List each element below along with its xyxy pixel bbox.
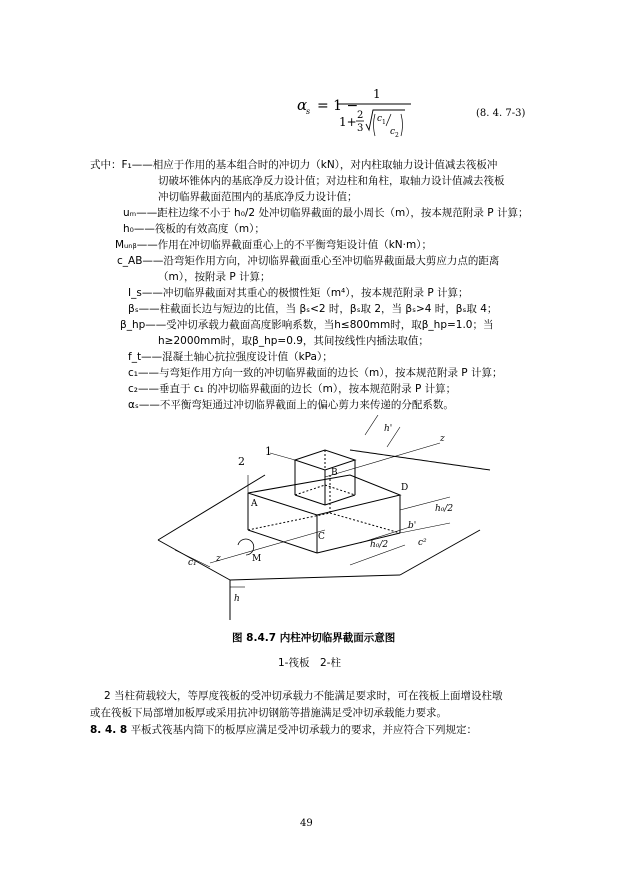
formula-alpha-sub: s [306, 107, 311, 116]
svg-text:3: 3 [357, 123, 364, 134]
definition-line: βₛ——柱截面长边与短边的比值，当 βₛ<2 时，βₛ取 2，当 βₛ>4 时，βₛ取 4； [128, 303, 498, 315]
formula-numerator: 1 [373, 87, 381, 101]
definition-line: 冲切临界截面范围内的基底净反力设计值； [158, 191, 358, 203]
label-2: 2 [238, 455, 245, 468]
label-z-left: z [216, 554, 221, 564]
definition-line: Mᵤₙᵦ——作用在冲切临界截面重心上的不平衡弯矩设计值（kN·m）； [115, 239, 432, 251]
svg-text:2: 2 [395, 132, 399, 139]
definition-line: h≥2000mm时，取β_hp=0.9，其间按线性内插法取值； [158, 335, 429, 347]
definition-line: c₂——垂直于 c₁ 的冲切临界截面的边长（m），按本规范附录 P 计算； [128, 383, 457, 395]
label-c1: c₁ [188, 558, 197, 568]
label-B: B [331, 468, 338, 478]
definition-line: αₛ——不平衡弯矩通过冲切临界截面上的偏心剪力来传递的分配系数。 [128, 399, 454, 411]
label-D: D [401, 483, 409, 493]
paragraph-2: 2 当柱荷载较大，等厚度筏板的受冲切承载力不能满足要求时，可在筏板上面增设柱墩 [104, 690, 503, 702]
figure-subcaption: 1-筏板 2-柱 [278, 657, 341, 669]
label-h0-2-right: h₀/2 [435, 504, 454, 514]
definition-line: h₀——筏板的有效高度（m）； [123, 223, 265, 235]
paragraph-2-cont: 或在筏板下局部增加板厚或采用抗冲切钢筋等措施满足受冲切承载能力要求。 [90, 707, 447, 719]
definition-line: uₘ——距柱边缘不小于 h₀/2 处冲切临界截面的最小周长（m），按本规范附录 P 计算； [123, 207, 529, 219]
formula-eq: = 1 − [317, 98, 359, 114]
label-z-top: z [440, 434, 445, 444]
definition-line: （m），按附录 P 计算； [158, 271, 271, 283]
svg-text:1+: 1+ [339, 115, 357, 129]
clause-number: 8. 4. 8 [90, 724, 128, 736]
label-1: 1 [265, 445, 272, 458]
definition-line: c_AB——沿弯矩作用方向，冲切临界截面重心至冲切临界截面最大剪应力点的距离 [117, 255, 500, 267]
svg-text:1: 1 [382, 119, 386, 126]
svg-text:c: c [377, 114, 383, 124]
definition-line: c₁——与弯矩作用方向一致的冲切临界截面的边长（m），按本规范附录 P 计算； [128, 367, 503, 379]
label-c2: c² [418, 538, 427, 548]
label-hprime: h' [384, 424, 393, 434]
formula-8-4-7-3 [293, 86, 533, 152]
figure-caption: 图 8.4.7 内柱冲切临界截面示意图 [232, 632, 396, 644]
formula-graphic [293, 86, 533, 152]
label-h: h [234, 594, 240, 604]
definition-line: I_s——冲切临界截面对其重心的极惯性矩（m⁴），按本规范附录 P 计算； [128, 287, 469, 299]
clause-8-4-8 [90, 722, 477, 739]
svg-text:2: 2 [357, 110, 364, 121]
formula-alpha: α [297, 96, 308, 114]
label-A: A [251, 499, 258, 509]
definition-line: f_t——混凝土轴心抗拉强度设计值（kPa）； [128, 351, 333, 363]
definition-line: β_hp——受冲切承载力截面高度影响系数，当h≤800mm时，取β_hp=1.0；当 [120, 319, 494, 331]
label-C: C [318, 532, 325, 542]
label-h0-2-bottom: h₀/2 [370, 540, 389, 550]
equation-number: (8. 4. 7-3) [476, 108, 526, 119]
label-M: M [252, 554, 262, 564]
punching-shear-figure [150, 415, 520, 620]
page-number: 49 [300, 818, 313, 829]
svg-text:c: c [390, 127, 396, 137]
definitions-intro: 式中：F₁——相应于作用的基本组合时的冲切力（kN），对内柱取轴力设计值减去筏板冲 [90, 159, 498, 171]
clause-text: 平板式筏基内筒下的板厚应满足受冲切承载力的要求，并应符合下列规定： [130, 724, 478, 736]
label-bprime: b' [408, 521, 417, 531]
definition-line: 切破坏锥体内的基底净反力设计值；对边柱和角柱，取轴力设计值减去筏板 [158, 175, 505, 187]
